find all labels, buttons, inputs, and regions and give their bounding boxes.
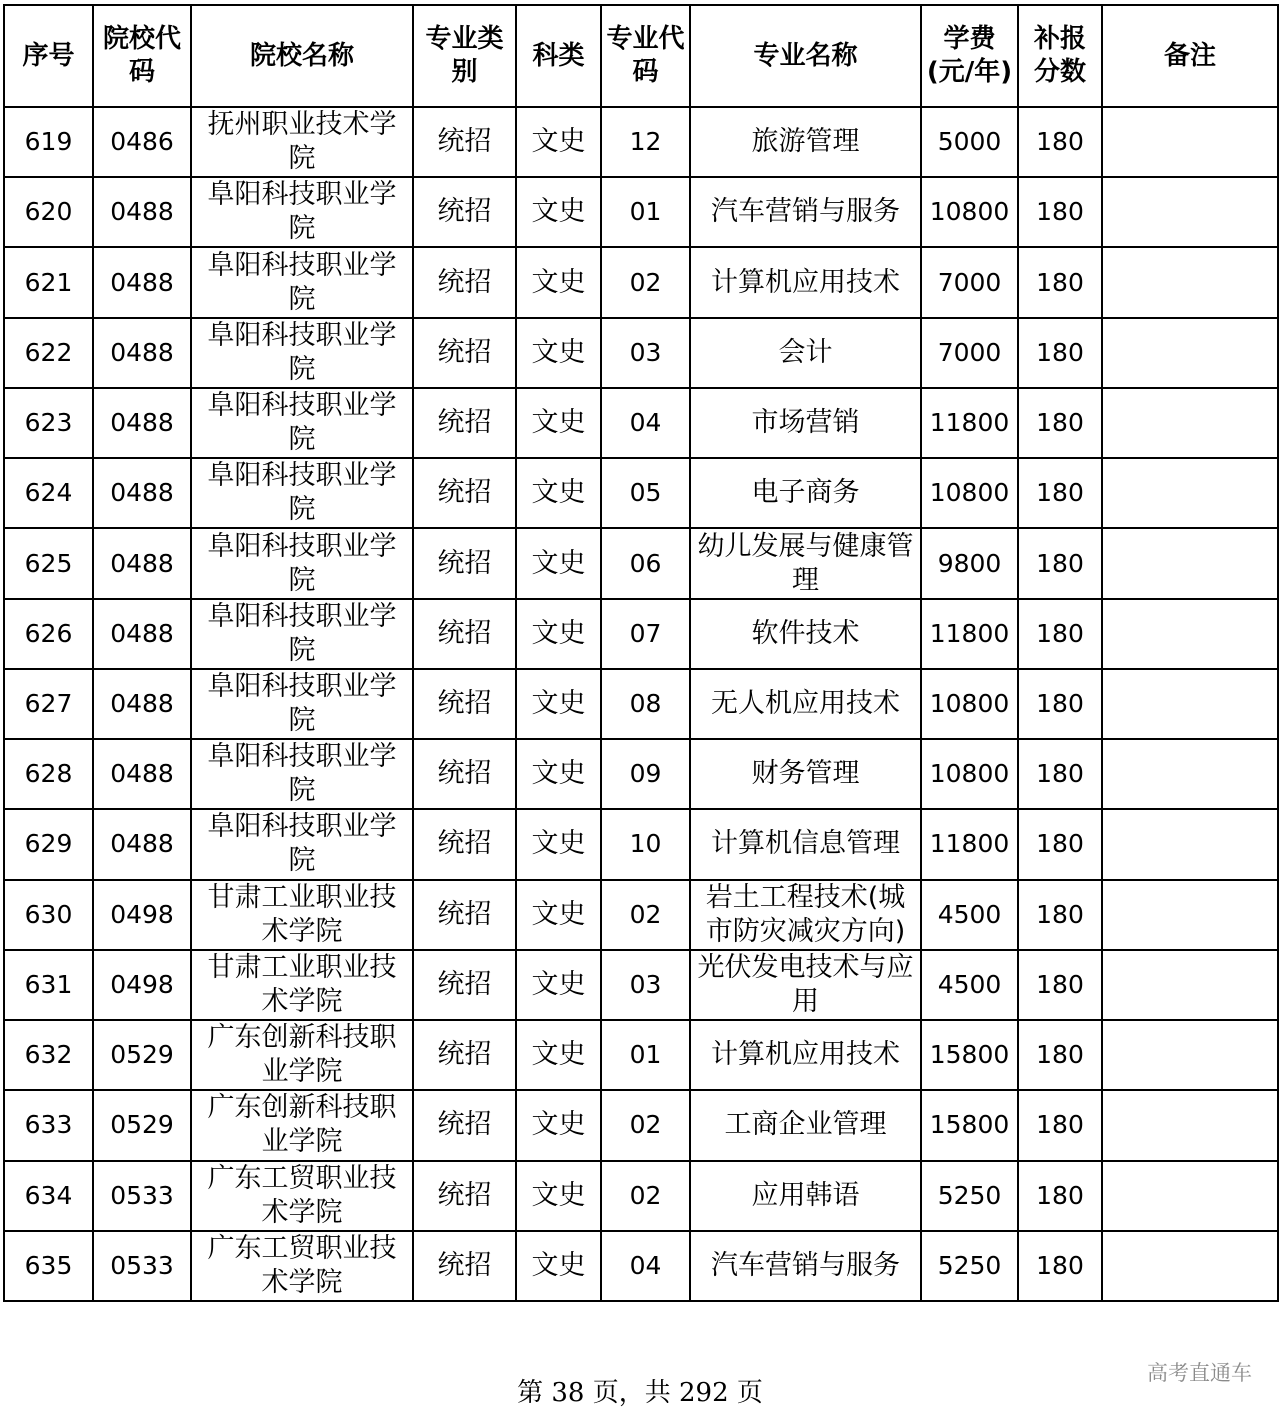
cell-note bbox=[1102, 318, 1278, 388]
cell-score: 180 bbox=[1018, 880, 1102, 950]
cell-score: 180 bbox=[1018, 458, 1102, 528]
cell-school-code: 0529 bbox=[93, 1090, 191, 1160]
cell-school-code: 0486 bbox=[93, 107, 191, 177]
cell-seq: 629 bbox=[4, 809, 93, 879]
cell-category: 文史 bbox=[516, 599, 601, 669]
cell-major-type: 统招 bbox=[413, 388, 516, 458]
cell-category: 文史 bbox=[516, 1161, 601, 1231]
cell-category: 文史 bbox=[516, 458, 601, 528]
cell-school-code: 0533 bbox=[93, 1231, 191, 1301]
cell-major-type: 统招 bbox=[413, 669, 516, 739]
table-row bbox=[4, 809, 1278, 879]
watermark: 高考直通车 bbox=[1147, 1361, 1252, 1385]
cell-school-name: 阜阳科技职业学院 bbox=[191, 458, 413, 528]
cell-seq: 622 bbox=[4, 318, 93, 388]
cell-school-name: 甘肃工业职业技术学院 bbox=[191, 880, 413, 950]
cell-school-code: 0488 bbox=[93, 528, 191, 598]
cell-school-name: 广东创新科技职业学院 bbox=[191, 1020, 413, 1090]
table-row bbox=[4, 599, 1278, 669]
cell-note bbox=[1102, 177, 1278, 247]
header-school-code: 院校代码 bbox=[93, 5, 191, 107]
cell-seq: 634 bbox=[4, 1161, 93, 1231]
cell-seq: 619 bbox=[4, 107, 93, 177]
header-seq: 序号 bbox=[4, 5, 93, 107]
cell-school-name: 阜阳科技职业学院 bbox=[191, 599, 413, 669]
cell-school-code: 0498 bbox=[93, 880, 191, 950]
cell-note bbox=[1102, 599, 1278, 669]
cell-major-code: 01 bbox=[601, 177, 690, 247]
header-school-name: 院校名称 bbox=[191, 5, 413, 107]
cell-major-code: 06 bbox=[601, 528, 690, 598]
cell-school-code: 0488 bbox=[93, 318, 191, 388]
cell-category: 文史 bbox=[516, 388, 601, 458]
cell-major-type: 统招 bbox=[413, 1231, 516, 1301]
cell-major-type: 统招 bbox=[413, 528, 516, 598]
cell-major-name: 无人机应用技术 bbox=[690, 669, 921, 739]
cell-major-name: 汽车营销与服务 bbox=[690, 177, 921, 247]
cell-major-code: 12 bbox=[601, 107, 690, 177]
cell-score: 180 bbox=[1018, 950, 1102, 1020]
cell-major-name: 光伏发电技术与应用 bbox=[690, 950, 921, 1020]
cell-note bbox=[1102, 1090, 1278, 1160]
cell-score: 180 bbox=[1018, 1231, 1102, 1301]
cell-note bbox=[1102, 809, 1278, 879]
cell-major-name: 会计 bbox=[690, 318, 921, 388]
cell-fee: 15800 bbox=[921, 1020, 1018, 1090]
cell-major-code: 05 bbox=[601, 458, 690, 528]
cell-seq: 620 bbox=[4, 177, 93, 247]
cell-major-type: 统招 bbox=[413, 458, 516, 528]
cell-major-type: 统招 bbox=[413, 1020, 516, 1090]
cell-score: 180 bbox=[1018, 669, 1102, 739]
cell-fee: 7000 bbox=[921, 318, 1018, 388]
cell-note bbox=[1102, 739, 1278, 809]
cell-school-name: 阜阳科技职业学院 bbox=[191, 739, 413, 809]
cell-school-code: 0488 bbox=[93, 739, 191, 809]
cell-score: 180 bbox=[1018, 388, 1102, 458]
cell-major-code: 04 bbox=[601, 1231, 690, 1301]
cell-score: 180 bbox=[1018, 247, 1102, 317]
cell-major-name: 电子商务 bbox=[690, 458, 921, 528]
header-score: 补报分数 bbox=[1018, 5, 1102, 107]
cell-school-name: 阜阳科技职业学院 bbox=[191, 388, 413, 458]
cell-major-code: 09 bbox=[601, 739, 690, 809]
header-note: 备注 bbox=[1102, 5, 1278, 107]
cell-category: 文史 bbox=[516, 1020, 601, 1090]
table-row bbox=[4, 107, 1278, 177]
cell-major-type: 统招 bbox=[413, 599, 516, 669]
cell-seq: 621 bbox=[4, 247, 93, 317]
cell-fee: 11800 bbox=[921, 388, 1018, 458]
cell-school-name: 广东工贸职业技术学院 bbox=[191, 1161, 413, 1231]
cell-note bbox=[1102, 528, 1278, 598]
cell-fee: 4500 bbox=[921, 880, 1018, 950]
cell-fee: 7000 bbox=[921, 247, 1018, 317]
cell-major-code: 01 bbox=[601, 1020, 690, 1090]
cell-school-name: 广东创新科技职业学院 bbox=[191, 1090, 413, 1160]
header-major-type: 专业类别 bbox=[413, 5, 516, 107]
cell-major-name: 旅游管理 bbox=[690, 107, 921, 177]
cell-school-name: 阜阳科技职业学院 bbox=[191, 669, 413, 739]
cell-seq: 628 bbox=[4, 739, 93, 809]
cell-seq: 631 bbox=[4, 950, 93, 1020]
cell-fee: 10800 bbox=[921, 669, 1018, 739]
cell-school-name: 阜阳科技职业学院 bbox=[191, 318, 413, 388]
cell-seq: 630 bbox=[4, 880, 93, 950]
cell-score: 180 bbox=[1018, 599, 1102, 669]
cell-major-type: 统招 bbox=[413, 950, 516, 1020]
cell-major-code: 02 bbox=[601, 247, 690, 317]
cell-major-name: 市场营销 bbox=[690, 388, 921, 458]
cell-category: 文史 bbox=[516, 880, 601, 950]
table-row bbox=[4, 1090, 1278, 1160]
cell-major-type: 统招 bbox=[413, 1090, 516, 1160]
cell-note bbox=[1102, 880, 1278, 950]
cell-school-name: 广东工贸职业技术学院 bbox=[191, 1231, 413, 1301]
cell-major-code: 02 bbox=[601, 1161, 690, 1231]
cell-school-name: 阜阳科技职业学院 bbox=[191, 247, 413, 317]
cell-score: 180 bbox=[1018, 1020, 1102, 1090]
cell-major-code: 04 bbox=[601, 388, 690, 458]
admission-table bbox=[3, 4, 1279, 1302]
cell-note bbox=[1102, 950, 1278, 1020]
table-row bbox=[4, 1020, 1278, 1090]
cell-fee: 11800 bbox=[921, 599, 1018, 669]
cell-seq: 633 bbox=[4, 1090, 93, 1160]
cell-seq: 625 bbox=[4, 528, 93, 598]
cell-category: 文史 bbox=[516, 528, 601, 598]
cell-major-name: 计算机信息管理 bbox=[690, 809, 921, 879]
cell-fee: 10800 bbox=[921, 739, 1018, 809]
cell-school-code: 0488 bbox=[93, 599, 191, 669]
cell-category: 文史 bbox=[516, 177, 601, 247]
cell-fee: 5000 bbox=[921, 107, 1018, 177]
cell-school-code: 0529 bbox=[93, 1020, 191, 1090]
table-row bbox=[4, 1231, 1278, 1301]
cell-score: 180 bbox=[1018, 107, 1102, 177]
cell-major-type: 统招 bbox=[413, 880, 516, 950]
cell-note bbox=[1102, 1231, 1278, 1301]
cell-note bbox=[1102, 247, 1278, 317]
cell-fee: 4500 bbox=[921, 950, 1018, 1020]
cell-major-name: 财务管理 bbox=[690, 739, 921, 809]
table-row bbox=[4, 247, 1278, 317]
table-row bbox=[4, 458, 1278, 528]
cell-note bbox=[1102, 1161, 1278, 1231]
table-row bbox=[4, 950, 1278, 1020]
table-row bbox=[4, 669, 1278, 739]
cell-school-name: 抚州职业技术学院 bbox=[191, 107, 413, 177]
cell-major-type: 统招 bbox=[413, 318, 516, 388]
cell-category: 文史 bbox=[516, 1231, 601, 1301]
table-row bbox=[4, 318, 1278, 388]
cell-score: 180 bbox=[1018, 528, 1102, 598]
cell-school-code: 0488 bbox=[93, 809, 191, 879]
header-fee: 学费(元/年) bbox=[921, 5, 1018, 107]
cell-school-code: 0488 bbox=[93, 177, 191, 247]
cell-seq: 624 bbox=[4, 458, 93, 528]
cell-school-name: 甘肃工业职业技术学院 bbox=[191, 950, 413, 1020]
cell-major-code: 03 bbox=[601, 318, 690, 388]
cell-note bbox=[1102, 107, 1278, 177]
table-row bbox=[4, 388, 1278, 458]
cell-note bbox=[1102, 458, 1278, 528]
cell-major-name: 应用韩语 bbox=[690, 1161, 921, 1231]
cell-category: 文史 bbox=[516, 107, 601, 177]
header-category: 科类 bbox=[516, 5, 601, 107]
cell-major-name: 软件技术 bbox=[690, 599, 921, 669]
cell-fee: 10800 bbox=[921, 458, 1018, 528]
cell-score: 180 bbox=[1018, 318, 1102, 388]
cell-note bbox=[1102, 1020, 1278, 1090]
cell-seq: 627 bbox=[4, 669, 93, 739]
cell-school-code: 0488 bbox=[93, 388, 191, 458]
cell-category: 文史 bbox=[516, 247, 601, 317]
header-major-name: 专业名称 bbox=[690, 5, 921, 107]
cell-seq: 623 bbox=[4, 388, 93, 458]
cell-major-name: 岩土工程技术(城市防灾减灾方向) bbox=[690, 880, 921, 950]
cell-fee: 9800 bbox=[921, 528, 1018, 598]
cell-score: 180 bbox=[1018, 1161, 1102, 1231]
cell-seq: 626 bbox=[4, 599, 93, 669]
cell-score: 180 bbox=[1018, 177, 1102, 247]
cell-major-type: 统招 bbox=[413, 107, 516, 177]
cell-note bbox=[1102, 388, 1278, 458]
table-row bbox=[4, 528, 1278, 598]
cell-fee: 5250 bbox=[921, 1161, 1018, 1231]
cell-major-type: 统招 bbox=[413, 247, 516, 317]
cell-school-code: 0533 bbox=[93, 1161, 191, 1231]
cell-seq: 632 bbox=[4, 1020, 93, 1090]
cell-major-type: 统招 bbox=[413, 739, 516, 809]
cell-major-code: 03 bbox=[601, 950, 690, 1020]
cell-major-code: 02 bbox=[601, 880, 690, 950]
cell-major-code: 07 bbox=[601, 599, 690, 669]
header-row bbox=[4, 5, 1278, 107]
cell-category: 文史 bbox=[516, 739, 601, 809]
cell-category: 文史 bbox=[516, 809, 601, 879]
cell-school-name: 阜阳科技职业学院 bbox=[191, 177, 413, 247]
cell-category: 文史 bbox=[516, 669, 601, 739]
cell-category: 文史 bbox=[516, 950, 601, 1020]
page-footer: 第 38 页，共 292 页 bbox=[517, 1378, 763, 1408]
cell-seq: 635 bbox=[4, 1231, 93, 1301]
cell-major-code: 02 bbox=[601, 1090, 690, 1160]
table-row bbox=[4, 880, 1278, 950]
cell-school-code: 0488 bbox=[93, 247, 191, 317]
cell-school-code: 0488 bbox=[93, 669, 191, 739]
cell-category: 文史 bbox=[516, 318, 601, 388]
cell-major-name: 工商企业管理 bbox=[690, 1090, 921, 1160]
cell-fee: 15800 bbox=[921, 1090, 1018, 1160]
cell-major-name: 汽车营销与服务 bbox=[690, 1231, 921, 1301]
table-row bbox=[4, 1161, 1278, 1231]
cell-fee: 5250 bbox=[921, 1231, 1018, 1301]
cell-score: 180 bbox=[1018, 1090, 1102, 1160]
cell-score: 180 bbox=[1018, 739, 1102, 809]
table-body bbox=[4, 107, 1278, 1301]
cell-category: 文史 bbox=[516, 1090, 601, 1160]
cell-note bbox=[1102, 669, 1278, 739]
table-row bbox=[4, 739, 1278, 809]
cell-score: 180 bbox=[1018, 809, 1102, 879]
cell-major-name: 计算机应用技术 bbox=[690, 1020, 921, 1090]
cell-major-type: 统招 bbox=[413, 809, 516, 879]
cell-major-name: 计算机应用技术 bbox=[690, 247, 921, 317]
cell-major-type: 统招 bbox=[413, 1161, 516, 1231]
cell-fee: 11800 bbox=[921, 809, 1018, 879]
cell-school-code: 0498 bbox=[93, 950, 191, 1020]
cell-school-name: 阜阳科技职业学院 bbox=[191, 528, 413, 598]
cell-major-name: 幼儿发展与健康管理 bbox=[690, 528, 921, 598]
table-row bbox=[4, 177, 1278, 247]
cell-school-name: 阜阳科技职业学院 bbox=[191, 809, 413, 879]
cell-school-code: 0488 bbox=[93, 458, 191, 528]
cell-fee: 10800 bbox=[921, 177, 1018, 247]
cell-major-code: 10 bbox=[601, 809, 690, 879]
header-major-code: 专业代码 bbox=[601, 5, 690, 107]
cell-major-code: 08 bbox=[601, 669, 690, 739]
cell-major-type: 统招 bbox=[413, 177, 516, 247]
